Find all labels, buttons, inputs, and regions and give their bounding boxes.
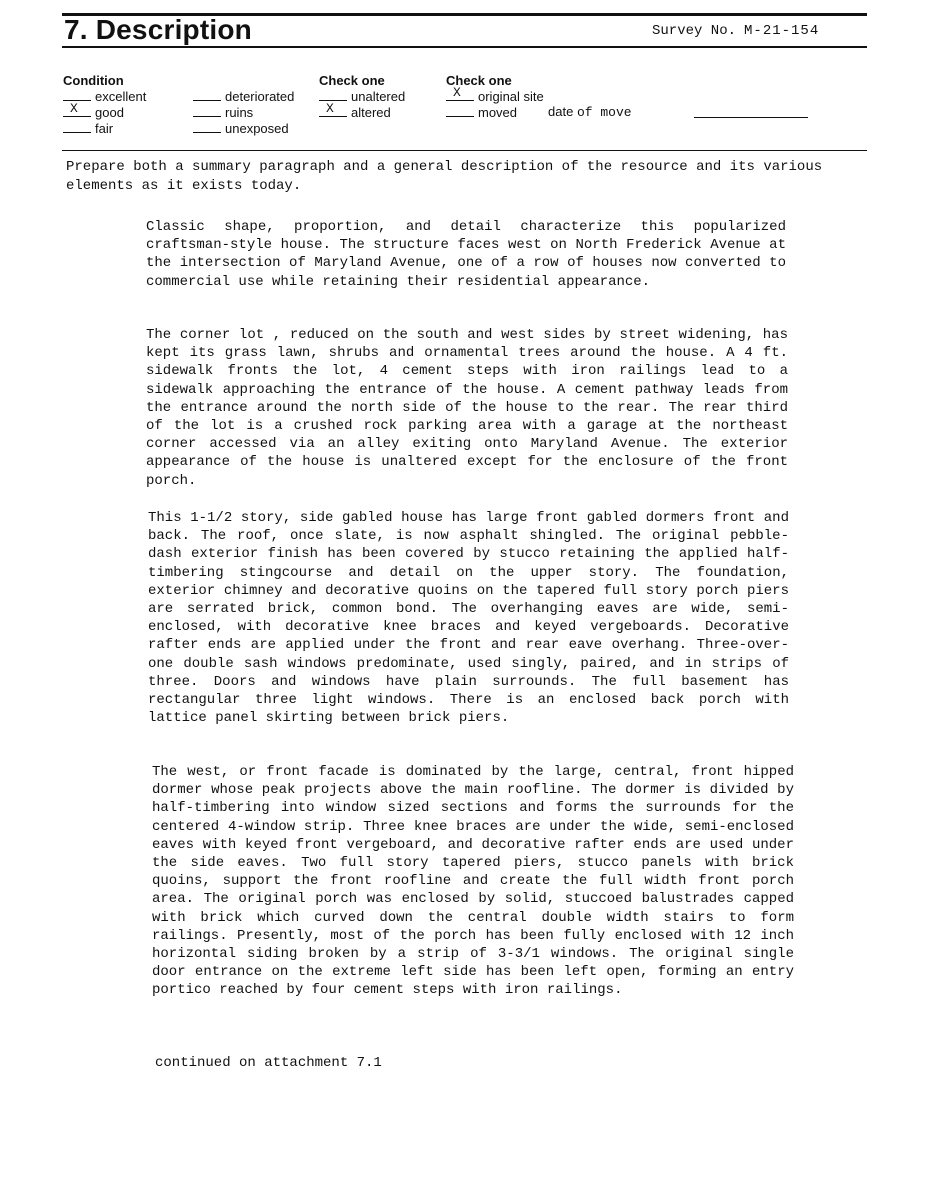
checkbox-line[interactable] bbox=[446, 85, 474, 101]
condition-fair[interactable] bbox=[63, 121, 146, 137]
checkbox-line[interactable] bbox=[63, 101, 91, 117]
condition-label: fair bbox=[95, 121, 114, 136]
check-mark: X bbox=[70, 101, 78, 116]
condition-heading: Condition bbox=[63, 73, 124, 88]
section-title: 7. Description bbox=[64, 14, 252, 45]
description-paragraph: The west, or front facade is dominated by the large, central, front hipped dormer whose peak projects above the main roofline. The dormer is divided by half-timbering into window sized sections and forms the surrounds for the centered 4-window strip. Three knee braces are under the wide, semi-enclosed eaves with keyed front vergeboard, and decorative rafter ends are used under the side eaves. Two full story tapered piers, stucco panels with brick quoins, support the front roofline and create the full width front porch area. The original porch was enclosed by solid, stuccoed balustrades capped with brick which curved down the central double width stairs to form railings. Presently, most of the porch has been fully enclosed with 12 inch horizontal siding broken by a strip of 3-3/1 windows. The original single door entrance on the extreme left side has been left open, forming an entry portico reached by four cement steps with iron railings. bbox=[152, 764, 794, 999]
survey-number bbox=[652, 23, 819, 39]
divider bbox=[62, 150, 867, 151]
condition-label: unexposed bbox=[225, 121, 289, 136]
checkbox-line[interactable] bbox=[319, 89, 347, 101]
condition-ruins[interactable] bbox=[193, 105, 294, 121]
description-paragraph: This 1-1/2 story, side gabled house has large front gabled dormers front and back. The roof, once slate, is now asphalt shingled. The original pebble-dash exterior finish has been covered by stucco retaining the applied half-timbering stingcourse and detail on the upper story. The foundation, exterior chimney and decorative quoins on the tapered full story porch piers are serrated brick, common bond. The overhanging eaves are wide, semi-enclosed, with decorative knee braces and keyed vergeboards. Decorative rafter ends are applied under the front and rear eave overhang. Three-over-one double sash windows predominate, used singly, paired, and in strips of three. Doors and windows have plain surrounds. The full basement has rectangular three light windows. There is an enclosed back porch with lattice panel skirting between brick piers. bbox=[148, 510, 789, 727]
survey-value: M-21-154 bbox=[744, 23, 820, 39]
checkbox-line[interactable] bbox=[193, 121, 221, 133]
condition-label: ruins bbox=[225, 105, 254, 120]
condition-group-2 bbox=[193, 89, 294, 137]
option-label: altered bbox=[351, 105, 391, 120]
condition-label: deteriorated bbox=[225, 89, 295, 104]
condition-label: excellent bbox=[95, 89, 147, 104]
date-of-move-label bbox=[548, 104, 632, 120]
option-label: unaltered bbox=[351, 89, 406, 104]
condition-group bbox=[63, 73, 146, 137]
option-moved[interactable] bbox=[446, 105, 544, 121]
condition-unexposed[interactable] bbox=[193, 121, 294, 137]
checkbox-line[interactable] bbox=[63, 89, 91, 101]
date-label: date bbox=[548, 104, 574, 119]
condition-deteriorated[interactable] bbox=[193, 89, 294, 105]
check-mark: X bbox=[326, 101, 334, 116]
description-paragraph: The corner lot , reduced on the south and west sides by street widening, has kept its grass lawn, shrubs and ornamental trees around the house. A 4 ft. sidewalk fronts the lot, 4 cement steps with iron railings lead to a sidewalk approaching the entrance of the house. A cement pathway leads from the entrance around the north side of the house to the rear. The rear third of the lot is a crushed rock parking area with a garage at the northeast corner accessed via an alley exiting onto Maryland Avenue. The exterior appearance of the house is unaltered except for the enclosure of the front porch. bbox=[146, 327, 788, 489]
checkbox-line[interactable] bbox=[193, 105, 221, 117]
condition-label: good bbox=[95, 105, 124, 120]
check-one-heading: Check one bbox=[446, 73, 512, 88]
option-label: original site bbox=[478, 89, 544, 104]
header-rule-bottom bbox=[62, 46, 867, 48]
check-one-site bbox=[446, 73, 544, 121]
checkbox-line[interactable] bbox=[63, 121, 91, 133]
option-altered[interactable] bbox=[319, 101, 405, 121]
check-mark: X bbox=[453, 85, 461, 100]
instructions: Prepare both a summary paragraph and a general description of the resource and its various elements as it exists today. bbox=[66, 159, 823, 194]
condition-good[interactable] bbox=[63, 101, 146, 121]
checkbox-line[interactable] bbox=[446, 105, 474, 117]
survey-label: Survey No. bbox=[652, 23, 737, 39]
date-of-move-field[interactable] bbox=[694, 117, 808, 118]
checkbox-line[interactable] bbox=[319, 101, 347, 117]
checkbox-line[interactable] bbox=[193, 89, 221, 101]
continued-note: continued on attachment 7.1 bbox=[155, 1055, 382, 1071]
option-label: moved bbox=[478, 105, 518, 120]
check-one-alteration bbox=[319, 73, 405, 121]
option-original-site[interactable] bbox=[446, 85, 544, 105]
description-paragraph: Classic shape, proportion, and detail characterize this popularized craftsman-style house. The structure faces west on North Frederick Avenue at the intersection of Maryland Avenue, one of a row of houses now converted to commercial use while retaining their residential appearance. bbox=[146, 219, 786, 290]
check-one-heading: Check one bbox=[319, 73, 385, 88]
of-move-label: of move bbox=[576, 105, 632, 120]
